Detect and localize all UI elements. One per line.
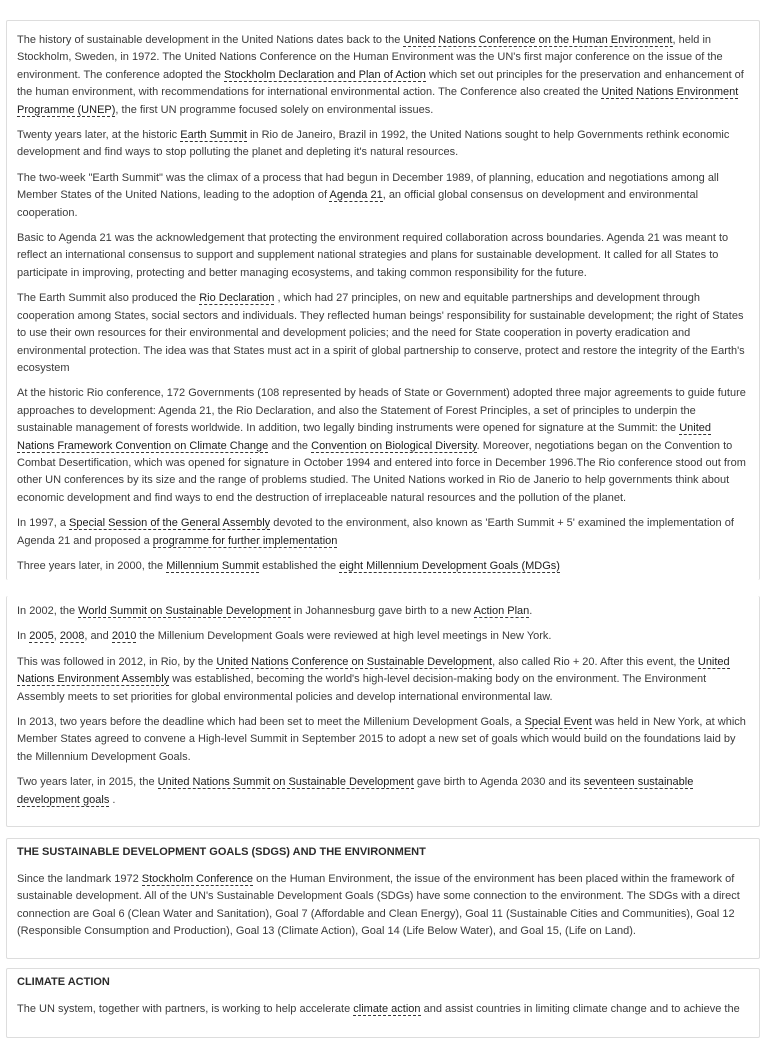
paragraph-millennium-summit: Three years later, in 2000, the Millennium Summit established the eight Millennium Development Goals (MDGs) (17, 559, 560, 572)
link-special-event[interactable]: Special Event (524, 716, 592, 729)
link-2008[interactable]: 2008 (59, 630, 85, 643)
paragraph-climate-action: The UN system, together with partners, is working to help accelerate climate action and assist countries in limiting climate change and to achieve the (17, 1003, 740, 1015)
paragraph-earth-summit-1992: Twenty years later, at the historic Earth Summit in Rio de Janeiro, Brazil in 1992, the United Nations sought to help Governments rethink economic development and find ways to stop polluting the planet and depleting it's natural resources. (17, 129, 730, 159)
paragraph-agenda-21-adoption: The two-week "Earth Summit" was the climax of a process that had begun in December 1989, of planning, education and negotiations among all Member States of the United Nations, leading to the adoption of Agenda 21, an official global consensus on development and environmental cooperation. (17, 171, 719, 219)
paragraph-special-event-2013: In 2013, two years before the deadline which had been set to meet the Millenium Development Goals, a Special Event was held in New York, at which Member States agreed to convene a High-level Summit in September 2015 to adopt a new set of goals which would build on the foundations laid by the Millennium Development Goals. (17, 716, 746, 763)
link-un-environment-assembly[interactable]: United Nations Environment Assembly (17, 655, 730, 686)
paragraph-mdg-reviews: In 2005, 2008, and 2010 the Millenium Development Goals were reviewed at high level meetings in New York. (17, 630, 552, 643)
link-world-summit-sustainable-development[interactable]: World Summit on Sustainable Development (78, 605, 291, 617)
paragraph-rio-conference: At the historic Rio conference, 172 Governments (108 represented by heads of State or Government) adopted three major agreements to guide future approaches to development: Agenda 21, the Rio Declaration, and also the Statement of Forest Principles, a set of principles to underpin the sustainable management of forests worldwide. In addition, two legally binding instruments were opened for signature at the Summit: the United Nations Framework Convention on Climate Change and the Convention on Biological Diversity. Moreover, negotiations began on the Convention to Combat Desertification, which was opened for signature in October 1994 and entered into force in December 1996.The Rio conference stood out from other UN conferences by its size and the range of problems studied. The United Nations worked in Rio de Janerio to help governments think about economic development and find ways to end the destruction of irreplaceable natural resources and the pollution of the planet. (17, 387, 746, 504)
paragraph-wssd-2002: In 2002, the World Summit on Sustainable Development in Johannesburg gave birth to a new Action Plan. (17, 605, 533, 617)
link-biological-diversity[interactable]: Convention on Biological Diversity (311, 439, 477, 452)
link-2005[interactable]: 2005 (29, 630, 54, 643)
paragraph-rio-declaration: The Earth Summit also produced the Rio Declaration , which had 27 principles, on new and equitable partnerships and development through cooperation among States, social sectors and individuals. They reflected human beings' responsibility for sustainable development; the right of States to use their own resources for their environmental and development policies; and the need for State cooperation in poverty eradication and environmental protection. The idea was that States must act in a spirit of global partnership to conserve, protect and restore the integrity of the Earth's ecosystem (17, 292, 745, 374)
paragraph-earth-summit-plus-5: In 1997, a Special Session of the General Assembly devoted to the environment, also known as 'Earth Summit + 5' examined the implementation of Agenda 21 and proposed a programme for further implementation (17, 517, 734, 547)
link-climate-action[interactable]: climate action (353, 1003, 421, 1015)
sdgs-environment-panel (6, 838, 760, 959)
link-millennium-summit[interactable]: Millennium Summit (166, 559, 260, 572)
paragraph-sdgs-environment: Since the landmark 1972 Stockholm Conference on the Human Environment, the issue of the environment has been placed within the framework of sustainable development. All of the UN's Sustainable Development Goals (SDGs) have some connection to the environment. The SDGs with a direct connection are Goal 6 (Clean Water and Sanitation), Goal 7 (Affordable and Clean Energy), Goal 11 (Sustainable Cities and Communities), Goal 12 (Responsible Consumption and Production), Goal 13 (Climate Action), Goal 14 (Life Below Water), and Goal 15, (Life on Land). (17, 873, 740, 938)
paragraph-agenda-21-basis: Basic to Agenda 21 was the acknowledgement that protecting the environment required collaboration across boundaries. Agenda 21 was meant to reflect an international consensus to support and supplement national strategies and plans for sustainable development. It called for all States to participate in improving, protecting and better managing ecosystems, and taking common responsibility for the future. (17, 232, 729, 279)
link-programme-further-implementation[interactable]: programme for further implementation (152, 534, 338, 547)
paragraph-agenda-2030: Two years later, in 2015, the United Nations Summit on Sustainable Development gave birth to Agenda 2030 and its seventeen sustainable development goals . (17, 776, 694, 806)
link-rio-declaration[interactable]: Rio Declaration (199, 292, 275, 305)
link-unfccc[interactable]: United Nations Framework Convention on Climate Change (17, 422, 711, 452)
paragraph-stockholm-1972: The history of sustainable development in the United Nations dates back to the United Nations Conference on the Human Environment, held in Stockholm, Sweden, in 1972. The United Nations Conference on the Human Environment was the UN's first major conference on the issue of the environment. The conference adopted the Stockholm Declaration and Plan of Action which set out principles for the preservation and enhancement of the human environment, with recommendations for international environmental action. The Conference also created the United Nations Environment Programme (UNEP), the first UN programme focused solely on environmental issues. (17, 34, 744, 116)
climate-section-heading: CLIMATE ACTION (17, 976, 110, 988)
link-action-plan[interactable]: Action Plan (473, 605, 530, 617)
sdgs-section-heading: THE SUSTAINABLE DEVELOPMENT GOALS (SDGS) AND THE ENVIRONMENT (17, 846, 426, 858)
link-stockholm-declaration[interactable]: Stockholm Declaration and Plan of Action (224, 68, 426, 81)
link-agenda-21[interactable]: Agenda 21 (329, 189, 383, 202)
link-un-summit-sustainable-development[interactable]: United Nations Summit on Sustainable Development (157, 776, 414, 789)
history-panel-bottom (6, 596, 760, 827)
paragraph-rio-plus-20: This was followed in 2012, in Rio, by the United Nations Conference on Sustainable Development, also called Rio + 20. After this event, the United Nations Environment Assembly was established, becoming the world's high-level decision-making body on the environment. The Environment Assembly meets to set priorities for global environmental policies and develop international environmental law. (17, 655, 730, 703)
link-stockholm-conference[interactable]: Stockholm Conference (141, 873, 254, 885)
link-un-conference-human-environment[interactable]: United Nations Conference on the Human Environment (403, 34, 673, 46)
history-panel-top (6, 20, 760, 580)
link-earth-summit[interactable]: Earth Summit (180, 129, 247, 142)
link-seventeen-sdgs[interactable]: seventeen sustainable development goals (17, 776, 694, 806)
link-mdgs[interactable]: eight Millennium Development Goals (MDGs) (339, 559, 560, 572)
link-un-conference-sustainable-development[interactable]: United Nations Conference on Sustainable Development (216, 655, 493, 668)
link-special-session-general-assembly[interactable]: Special Session of the General Assembly (69, 517, 271, 530)
link-unep[interactable]: United Nations Environment Programme (UNEP) (17, 86, 739, 116)
link-2010[interactable]: 2010 (111, 630, 137, 643)
climate-action-panel (6, 968, 760, 1038)
